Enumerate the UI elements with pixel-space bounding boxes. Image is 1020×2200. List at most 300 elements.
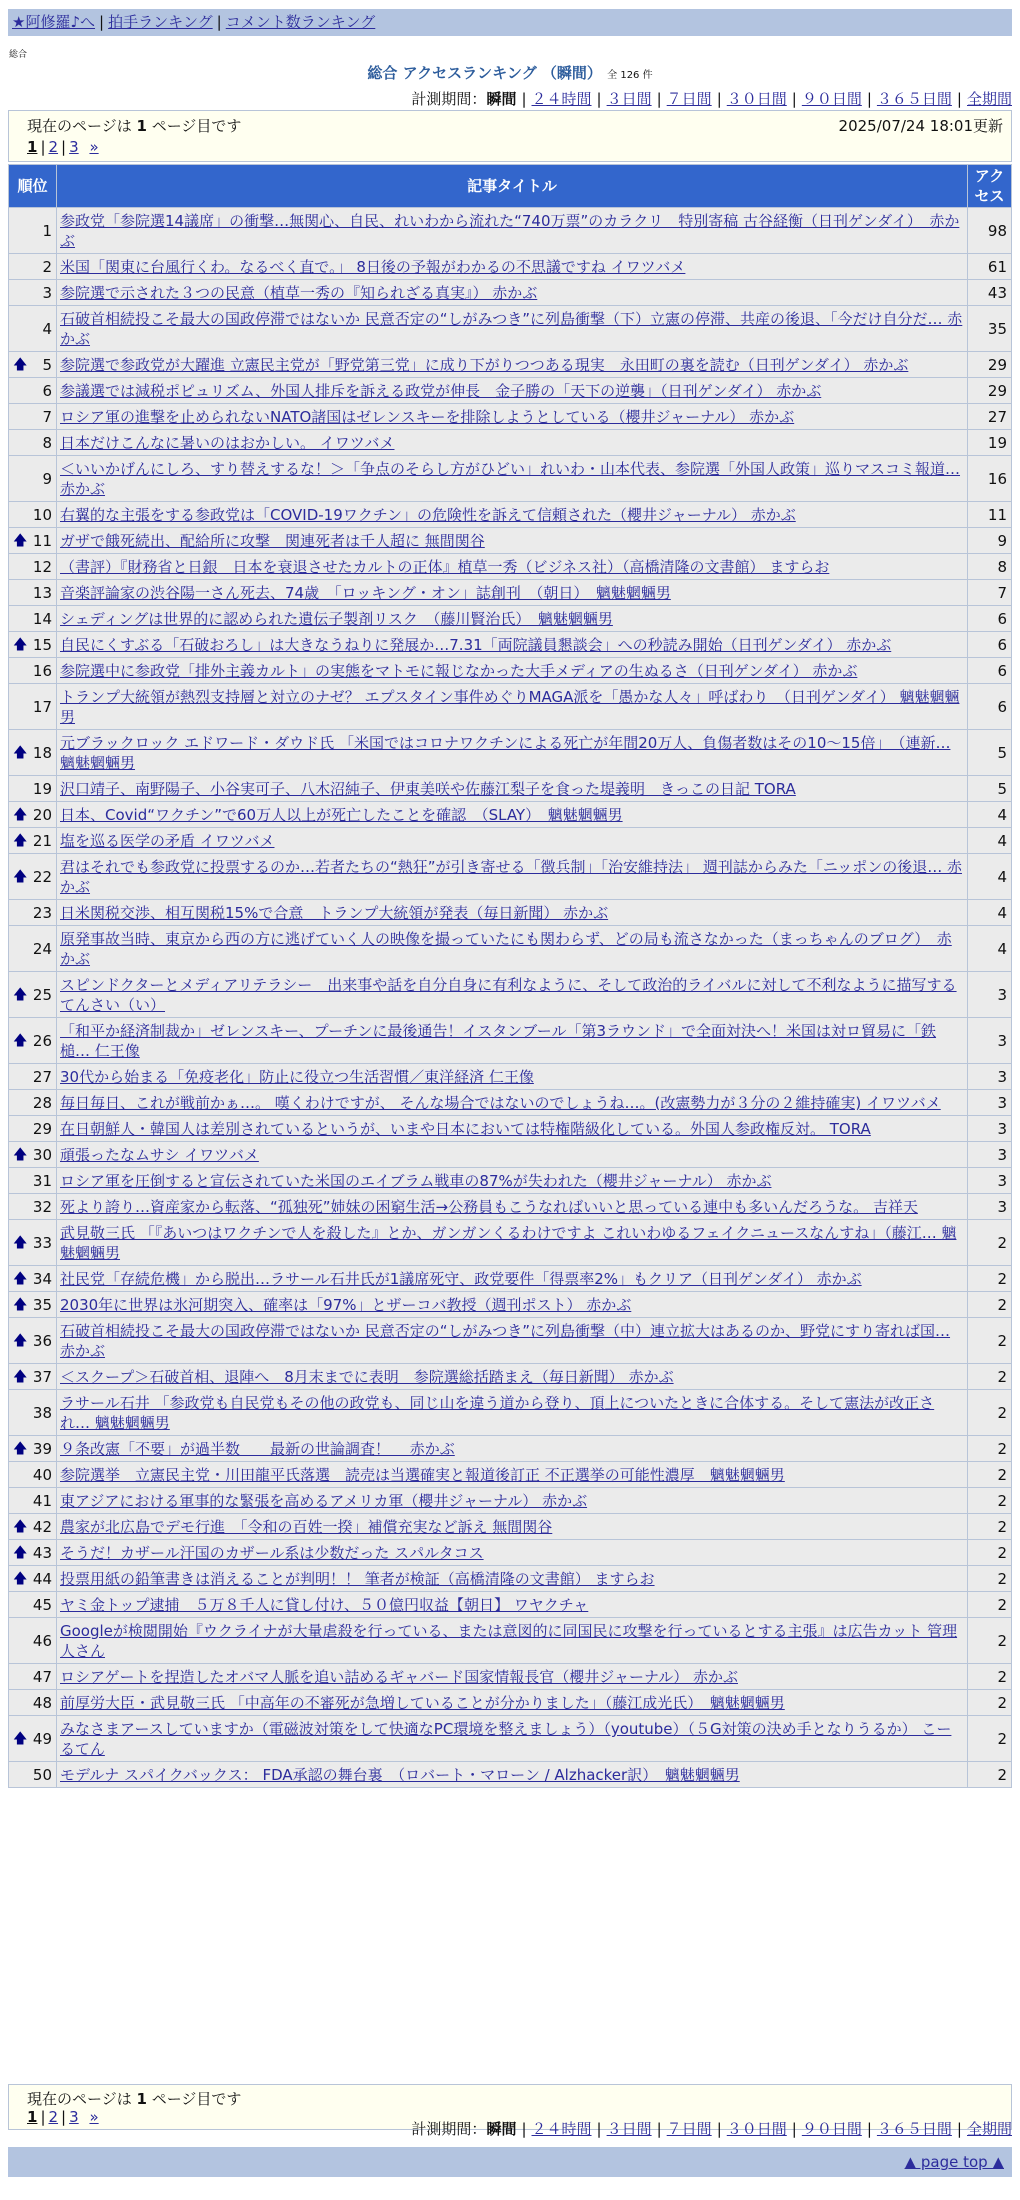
table-row [9, 1064, 1011, 1089]
rank-number: 36 [32, 1332, 52, 1350]
article-link[interactable]: 右翼的な主張をする参政党は「COVID-19ワクチン」の危険性を訴えて信頼された（櫻井ジャーナル） 赤かぶ [60, 506, 796, 524]
table-row [9, 502, 1011, 527]
title-cell [57, 776, 967, 801]
article-link[interactable]: 石破首相続投こそ最大の国政停滞ではないか 民意否定の“しがみつき”に列島衝撃（下）立憲の停滞、共産の後退、「今だけ自分だ… 赤かぶ [60, 310, 963, 348]
pager-link-3[interactable]: 3 [69, 138, 79, 156]
rank-cell [9, 378, 56, 403]
table-row [9, 1142, 1011, 1167]
article-link[interactable]: 音楽評論家の渋谷陽一さん死去、74歳 「ロッキング・オン」誌創刊 （朝日） 魑魅魍魎男 [60, 584, 671, 602]
article-link[interactable]: みなさまアースしていますか（電磁波対策をして快適なPC環境を整えましょう）（youtube）（５G対策の決め手となりうるか） こーるてん [60, 1720, 952, 1758]
table-row [9, 404, 1011, 429]
rank-cell [9, 658, 56, 683]
rank-number: 18 [32, 744, 52, 762]
title-cell [57, 1690, 967, 1715]
rank-cell [9, 502, 56, 527]
period-link-365d[interactable]: ３６５日間 [876, 90, 952, 108]
rank-number: 42 [32, 1518, 52, 1536]
pager-link-2[interactable]: 2 [48, 138, 59, 156]
period-link-all-bottom[interactable]: 全期間 [966, 2120, 1012, 2138]
access-count: 2 [968, 1390, 1011, 1435]
rank-number: 44 [32, 1570, 52, 1588]
rank-cell [9, 776, 56, 801]
table-row [9, 900, 1011, 925]
ranking-body [9, 208, 1011, 1787]
title-cell [57, 1716, 967, 1761]
rank-number: 33 [32, 1234, 52, 1252]
article-link[interactable]: 参院選で参政党が大躍進 立憲民主党が「野党第三党」に成り下がりつつある現実 永田町の裏を読む（日刊ゲンダイ） 赤かぶ [60, 356, 909, 374]
title-cell [57, 1762, 967, 1787]
article-link[interactable]: 「和平か経済制裁か」ゼレンスキー、プーチンに最後通告！イスタンブール「第3ラウンド」で全面対決へ！米国は対ロ貿易に「鉄槌… 仁王像 [60, 1022, 937, 1060]
rank-number: 39 [32, 1440, 52, 1458]
rank-number: 14 [32, 610, 52, 628]
rank-cell [9, 456, 56, 501]
article-link[interactable]: 東アジアにおける軍事的な緊張を高めるアメリカ軍（櫻井ジャーナル） 赤かぶ [60, 1492, 588, 1510]
title-cell [57, 254, 967, 279]
title-cell [57, 1566, 967, 1591]
page-title-wrap [0, 62, 1020, 83]
period-link-30d[interactable]: ３０日間 [726, 90, 787, 108]
rank-number: 22 [32, 868, 52, 886]
period-link-7d-bottom[interactable]: ７日間 [666, 2120, 712, 2138]
access-count: 61 [968, 254, 1011, 279]
title-cell [57, 1540, 967, 1565]
table-row [9, 306, 1011, 351]
title-cell [57, 1266, 967, 1291]
article-link[interactable]: 2030年に世界は氷河期突入、確率は「97%」とザーコバ教授（週刊ポスト） 赤かぶ [60, 1296, 632, 1314]
table-row [9, 1168, 1011, 1193]
table-row [9, 776, 1011, 801]
header-title: 記事タイトル [57, 165, 967, 207]
table-row [9, 802, 1011, 827]
rank-number: 29 [32, 1120, 52, 1138]
rank-cell [9, 684, 56, 729]
nav-link-asyura[interactable]: ★阿修羅♪へ [12, 13, 96, 31]
title-cell [57, 1592, 967, 1617]
title-cell [57, 280, 967, 305]
rank-number: 30 [32, 1146, 52, 1164]
rank-cell [9, 730, 56, 775]
period-link-3d[interactable]: ３日間 [606, 90, 652, 108]
article-link[interactable]: 参院選で示された３つの民意（植草一秀の『知られざる真実』） 赤かぶ [60, 284, 538, 302]
title-cell [57, 658, 967, 683]
rank-cell [9, 1488, 56, 1513]
rank-number: 9 [42, 470, 52, 488]
table-row [9, 606, 1011, 631]
rank-cell [9, 1194, 56, 1219]
rank-number: 11 [32, 532, 52, 550]
access-count: 4 [968, 900, 1011, 925]
up-arrow-icon: 🡅 [13, 869, 28, 885]
rank-cell [9, 632, 56, 657]
rank-number: 2 [42, 258, 52, 276]
access-count: 6 [968, 606, 1011, 631]
access-count: 29 [968, 378, 1011, 403]
rank-cell [9, 1292, 56, 1317]
title-cell [57, 502, 967, 527]
rank-number: 37 [32, 1368, 52, 1386]
pager-current-bottom: 1 [27, 2108, 38, 2126]
rank-cell [9, 1540, 56, 1565]
title-cell [57, 1514, 967, 1539]
article-link[interactable]: シェディングは世界的に認められた遺伝子製剤リスク （藤川賢治氏） 魑魅魍魎男 [60, 610, 613, 628]
rank-number: 45 [32, 1596, 52, 1614]
access-count: 3 [968, 1090, 1011, 1115]
article-link[interactable]: 君はそれでも参政党に投票するのか…若者たちの“熱狂”が引き寄せる「徴兵制」「治安維持法」 週刊誌からみた「ニッポンの後退… 赤かぶ [60, 858, 962, 896]
access-count: 3 [968, 1142, 1011, 1167]
period-current: 瞬間 [486, 90, 517, 108]
article-link[interactable]: ガザで餓死続出、配給所に攻撃 関連死者は千人超に 無間関谷 [60, 532, 485, 550]
title-cell [57, 1436, 967, 1461]
rank-cell [9, 580, 56, 605]
article-link[interactable]: ロシアゲートを捏造したオバマ人脈を追い詰めるギャバード国家情報長官（櫻井ジャーナル） 赤かぶ [60, 1668, 738, 1686]
access-count: 2 [968, 1266, 1011, 1291]
title-cell [57, 378, 967, 403]
title-cell [57, 580, 967, 605]
rank-cell [9, 926, 56, 971]
rank-cell [9, 1566, 56, 1591]
table-row [9, 1618, 1011, 1663]
article-link[interactable]: 日本、Covid“ワクチン”で60万人以上が死亡したことを確認 （SLAY） 魑魅魍魎男 [60, 806, 623, 824]
access-count: 9 [968, 528, 1011, 553]
article-link[interactable]: 農家が北広島でデモ行進 「令和の百姓一揆」補償充実など訴え 無間関谷 [60, 1518, 553, 1536]
rank-number: 4 [42, 320, 52, 338]
page-top-link[interactable]: ▲ page top ▲ [904, 2153, 1004, 2171]
title-cell [57, 554, 967, 579]
table-row [9, 1716, 1011, 1761]
pager-top: 1 | 2 | 3 » [27, 138, 99, 156]
period-link-24h[interactable]: ２４時間 [531, 90, 592, 108]
period-link-all[interactable]: 全期間 [966, 90, 1012, 108]
access-count: 16 [968, 456, 1011, 501]
article-link[interactable]: 日米関税交渉、相互関税15%で合意 トランプ大統領が発表（毎日新聞） 赤かぶ [60, 904, 609, 922]
rank-cell [9, 208, 56, 253]
article-link[interactable]: 死より誇り…資産家から転落、“孤独死”姉妹の困窮生活→公務員もこうなればいいと思っている連中も多いんだろうな。 吉祥天 [60, 1198, 918, 1216]
article-link[interactable]: 参政党「参院選14議席」の衝撃…無関心、自民、れいわから流れた“740万票”のカラクリ 特別寄稿 古谷経衡（日刊ゲンダイ） 赤かぶ [60, 212, 960, 250]
rank-number: 6 [42, 382, 52, 400]
table-row [9, 1592, 1011, 1617]
rank-number: 28 [32, 1094, 52, 1112]
title-cell [57, 1064, 967, 1089]
table-row [9, 554, 1011, 579]
title-cell [57, 1168, 967, 1193]
rank-cell [9, 1436, 56, 1461]
rank-number: 41 [32, 1492, 52, 1510]
title-cell [57, 1292, 967, 1317]
rank-cell [9, 1690, 56, 1715]
rank-number: 25 [32, 986, 52, 1004]
rank-number: 19 [32, 780, 52, 798]
total-count: 全 126 件 [607, 70, 653, 81]
rank-number: 15 [32, 636, 52, 654]
period-link-365d-bottom[interactable]: ３６５日間 [876, 2120, 952, 2138]
page-info-text-bottom: 現在のページは 1 ページ目です [27, 2090, 242, 2108]
title-cell [57, 430, 967, 455]
period-link-3d-bottom[interactable]: ３日間 [606, 2120, 652, 2138]
access-count: 2 [968, 1318, 1011, 1363]
pager-next[interactable]: » [89, 138, 99, 156]
rank-number: 32 [32, 1198, 52, 1216]
article-link[interactable]: モデルナ スパイクバックス： FDA承認の舞台裏 （ロバート・マローン / Alzhacker訳） 魑魅魍魎男 [60, 1766, 740, 1784]
table-row [9, 632, 1011, 657]
article-link[interactable]: ＜いいかげんにしろ、すり替えするな！＞「争点のそらし方がひどい」れいわ・山本代表、参院選「外国人政策」巡りマスコミ報道… 赤かぶ [60, 460, 961, 498]
rank-cell [9, 802, 56, 827]
access-count: 11 [968, 502, 1011, 527]
table-row [9, 1540, 1011, 1565]
table-row [9, 828, 1011, 853]
article-link[interactable]: 30代から始まる「免疫老化」防止に役立つ生活習慣／東洋経済 仁王像 [60, 1068, 534, 1086]
rank-cell [9, 1116, 56, 1141]
table-row [9, 1664, 1011, 1689]
rank-number: 38 [32, 1404, 52, 1422]
rank-number: 50 [32, 1766, 52, 1784]
period-link-30d-bottom[interactable]: ３０日間 [726, 2120, 787, 2138]
category-label: 総合 [9, 50, 28, 60]
access-count: 3 [968, 972, 1011, 1017]
title-cell [57, 1364, 967, 1389]
rank-cell [9, 528, 56, 553]
access-count: 3 [968, 1064, 1011, 1089]
article-link[interactable]: ロシア軍を圧倒すると宣伝されていた米国のエイブラム戦車の87%が失われた（櫻井ジャーナル） 赤かぶ [60, 1172, 772, 1190]
rank-cell [9, 1514, 56, 1539]
rank-cell [9, 404, 56, 429]
table-row [9, 378, 1011, 403]
table-row [9, 1762, 1011, 1787]
period-selector-top: 計測期間：瞬間 | ２４時間 | ３日間 | ７日間 | ３０日間 | ９０日間 | ３６５日間 | 全期間 [411, 90, 1012, 108]
up-arrow-icon: 🡅 [13, 533, 28, 549]
title-cell [57, 352, 967, 377]
rank-number: 27 [32, 1068, 52, 1086]
access-count: 4 [968, 854, 1011, 899]
article-link[interactable]: 武見敬三氏 「『あいつはワクチンで人を殺した』とか、ガンガンくるわけですよ これいわゆるフェイクニュースなんすね」（藤江… 魑魅魍魎男 [60, 1224, 957, 1262]
article-link[interactable]: ラサール石井 「参政党も自民党もその他の政党も、同じ山を違う道から登り、頂上についたときに合体する。そして憲法が改正され… 魑魅魍魎男 [60, 1394, 935, 1432]
article-link[interactable]: ヤミ金トップ逮捕 ５万８千人に貸し付け、５０億円収益【朝日】 ワヤクチャ [60, 1596, 589, 1614]
header-access: アクセス [968, 165, 1011, 207]
rank-cell [9, 1168, 56, 1193]
access-count: 6 [968, 684, 1011, 729]
rank-cell [9, 1090, 56, 1115]
article-link[interactable]: 塩を巡る医学の矛盾 イワツバメ [60, 832, 275, 850]
article-link[interactable]: ９条改憲「不要」が過半数 最新の世論調査！ 赤かぶ [60, 1440, 455, 1458]
period-label: 計測期間： [411, 90, 487, 108]
rank-number: 23 [32, 904, 52, 922]
access-count: 2 [968, 1690, 1011, 1715]
article-link[interactable]: 投票用紙の鉛筆書きは消えることが判明！！ 筆者が検証（高橋清隆の文書館） ますらお [60, 1570, 655, 1588]
access-count: 2 [968, 1716, 1011, 1761]
access-count: 2 [968, 1566, 1011, 1591]
table-row [9, 1488, 1011, 1513]
rank-number: 43 [32, 1544, 52, 1562]
period-link-90d[interactable]: ９０日間 [801, 90, 862, 108]
article-link[interactable]: 社民党「存続危機」から脱出…ラサール石井氏が1議席死守、政党要件「得票率2%」もクリア（日刊ゲンダイ） 赤かぶ [60, 1270, 862, 1288]
up-arrow-icon: 🡅 [13, 1333, 28, 1349]
pager-link-3-bottom[interactable]: 3 [69, 2108, 79, 2126]
access-count: 8 [968, 554, 1011, 579]
title-cell [57, 684, 967, 729]
rank-cell [9, 1592, 56, 1617]
access-count: 2 [968, 1592, 1011, 1617]
rank-number: 13 [32, 584, 52, 602]
title-cell [57, 456, 967, 501]
article-link[interactable]: そうだ！カザール汗国のカザール系は少数だった スパルタコス [60, 1544, 484, 1562]
rank-number: 26 [32, 1032, 52, 1050]
rank-cell [9, 1064, 56, 1089]
title-cell [57, 632, 967, 657]
access-count: 43 [968, 280, 1011, 305]
article-link[interactable]: （書評）『財務省と日銀 日本を衰退させたカルトの正体』植草一秀（ビジネス社）（高橋清隆の文書館） ますらお [60, 558, 830, 576]
title-cell [57, 972, 967, 1017]
rank-cell [9, 606, 56, 631]
table-row [9, 280, 1011, 305]
article-link[interactable]: スピンドクターとメディアリテラシー 出来事や話を自分自身に有利なように、そして政治的ライバルに対して不利なように描写する てんさい（い） [60, 976, 957, 1014]
article-link[interactable]: Googleが検閲開始『ウクライナが大量虐殺を行っている、または意図的に同国民に攻撃を行っているとする主張』は広告カット 管理人さん [60, 1622, 958, 1660]
rank-number: 47 [32, 1668, 52, 1686]
table-row [9, 352, 1011, 377]
article-link[interactable]: ＜スクープ＞石破首相、退陣へ 8月末までに表明 参院選総括踏まえ（毎日新聞） 赤かぶ [60, 1368, 674, 1386]
title-cell [57, 606, 967, 631]
period-link-90d-bottom[interactable]: ９０日間 [801, 2120, 862, 2138]
rank-cell [9, 352, 56, 377]
rank-number: 17 [32, 698, 52, 716]
title-cell [57, 1116, 967, 1141]
rank-number: 20 [32, 806, 52, 824]
rank-cell [9, 306, 56, 351]
rank-number: 49 [32, 1730, 52, 1748]
up-arrow-icon: 🡅 [13, 357, 28, 373]
access-count: 4 [968, 828, 1011, 853]
title-cell [57, 926, 967, 971]
article-link[interactable]: 石破首相続投こそ最大の国政停滞ではないか 民意否定の“しがみつき”に列島衝撃（中）連立拡大はあるのか、野党にすり寄れば国… 赤かぶ [60, 1322, 951, 1360]
article-link[interactable]: 元ブラックロック エドワード・ダウド氏 「米国ではコロナワクチンによる死亡が年間20万人、負傷者数はその10～15倍」 （連新… 魑魅魍魎男 [60, 734, 951, 772]
access-count: 3 [968, 1194, 1011, 1219]
nav-link-comment-ranking[interactable]: コメント数ランキング [225, 13, 376, 31]
rank-number: 24 [32, 940, 52, 958]
pager-next-bottom[interactable]: » [89, 2108, 99, 2126]
title-cell [57, 1618, 967, 1663]
up-arrow-icon: 🡅 [13, 987, 28, 1003]
rank-cell [9, 1266, 56, 1291]
period-link-24h-bottom[interactable]: ２４時間 [531, 2120, 592, 2138]
article-link[interactable]: 沢口靖子、南野陽子、小谷実可子、八木沼純子、伊東美咲や佐藤江梨子を食った堤義明 きっこの日記 TORA [60, 780, 796, 798]
table-row [9, 1514, 1011, 1539]
access-count: 2 [968, 1540, 1011, 1565]
up-arrow-icon: 🡅 [13, 1731, 28, 1747]
table-header-row [9, 165, 1011, 207]
article-link[interactable]: 日本だけこんなに暑いのはおかしい。 イワツバメ [60, 434, 395, 452]
nav-link-clap-ranking[interactable]: 拍手ランキング [108, 13, 213, 31]
access-count: 3 [968, 1018, 1011, 1063]
rank-number: 21 [32, 832, 52, 850]
table-row [9, 254, 1011, 279]
page-info-top [8, 110, 1012, 162]
pager-link-2-bottom[interactable]: 2 [48, 2108, 59, 2126]
access-count: 98 [968, 208, 1011, 253]
title-cell [57, 1018, 967, 1063]
article-link[interactable]: 自民にくすぶる「石破おろし」は大きなうねりに発展か…7.31「両院議員懇談会」への秒読み開始（日刊ゲンダイ） 赤かぶ [60, 636, 892, 654]
table-row [9, 1266, 1011, 1291]
article-link[interactable]: 参議選では減税ポピュリズム、外国人排斥を訴える政党が伸長 金子勝の「天下の逆襲」（日刊ゲンダイ） 赤かぶ [60, 382, 822, 400]
rank-number: 31 [32, 1172, 52, 1190]
access-count: 29 [968, 352, 1011, 377]
access-count: 2 [968, 1514, 1011, 1539]
table-row [9, 730, 1011, 775]
rank-number: 10 [32, 506, 52, 524]
access-count: 2 [968, 1462, 1011, 1487]
article-link[interactable]: 米国「関東に台風行くわ。なるべく直で。」 8日後の予報がわかるの不思議ですね イワツバメ [60, 258, 686, 276]
up-arrow-icon: 🡅 [13, 1441, 28, 1457]
article-link[interactable]: 頑張ったなムサシ イワツバメ [60, 1146, 259, 1164]
up-arrow-icon: 🡅 [13, 1545, 28, 1561]
article-link[interactable]: 前厚労大臣・武見敬三氏 「中高年の不審死が急増していることが分かりました」（藤江成光氏） 魑魅魍魎男 [60, 1694, 785, 1712]
rank-cell [9, 1018, 56, 1063]
access-count: 27 [968, 404, 1011, 429]
table-row [9, 1220, 1011, 1265]
table-row [9, 1194, 1011, 1219]
access-count: 2 [968, 1436, 1011, 1461]
up-arrow-icon: 🡅 [13, 1369, 28, 1385]
title-cell [57, 1664, 967, 1689]
title-cell [57, 1194, 967, 1219]
title-cell [57, 1488, 967, 1513]
period-link-7d[interactable]: ７日間 [666, 90, 712, 108]
table-row [9, 1566, 1011, 1591]
rank-cell [9, 828, 56, 853]
access-count: 2 [968, 1488, 1011, 1513]
table-row [9, 1292, 1011, 1317]
access-count: 2 [968, 1664, 1011, 1689]
up-arrow-icon: 🡅 [13, 1519, 28, 1535]
table-row [9, 208, 1011, 253]
access-count: 35 [968, 306, 1011, 351]
article-link[interactable]: 原発事故当時、東京から西の方に逃げていく人の映像を撮っていたにも関わらず、どの局も流さなかった（まっちゃんのブログ） 赤かぶ [60, 930, 952, 968]
article-link[interactable]: 参院選中に参政党「排外主義カルト」の実態をマトモに報じなかった大手メディアの生ぬるさ（日刊ゲンダイ） 赤かぶ [60, 662, 858, 680]
access-count: 2 [968, 1364, 1011, 1389]
table-row [9, 1690, 1011, 1715]
title-cell [57, 1142, 967, 1167]
rank-number: 35 [32, 1296, 52, 1314]
table-row [9, 430, 1011, 455]
article-link[interactable]: 毎日毎日、これが戦前かぁ…。 嘆くわけですが、 そんな場合ではないのでしょうね…。(改憲勢力が３分の２維持確実) イワツバメ [60, 1094, 941, 1112]
rank-number: 3 [42, 284, 52, 302]
title-cell [57, 900, 967, 925]
up-arrow-icon: 🡅 [13, 1297, 28, 1313]
table-row [9, 854, 1011, 899]
title-cell [57, 404, 967, 429]
rank-number: 46 [32, 1632, 52, 1650]
article-link[interactable]: 在日朝鮮人・韓国人は差別されているというが、いまや日本においては特権階級化している。外国人参政権反対。 TORA [60, 1120, 871, 1138]
access-count: 5 [968, 730, 1011, 775]
page-title: 総合 アクセスランキング （瞬間） [367, 64, 602, 82]
rank-cell [9, 1390, 56, 1435]
access-count: 4 [968, 926, 1011, 971]
rank-number: 8 [42, 434, 52, 452]
table-row [9, 580, 1011, 605]
rank-cell [9, 1462, 56, 1487]
rank-cell [9, 430, 56, 455]
title-cell [57, 1462, 967, 1487]
period-selector-bottom: 計測期間：瞬間 | ２４時間 | ３日間 | ７日間 | ３０日間 | ９０日間 | ３６５日間 | 全期間 [411, 2120, 1012, 2138]
article-link[interactable]: トランプ大統領が熱烈支持層と対立のナゼ？ エプスタイン事件めぐりMAGA派を「愚かな人々」呼ばわり （日刊ゲンダイ） 魑魅魍魎男 [60, 688, 960, 726]
rank-cell [9, 1618, 56, 1663]
rank-number: 5 [42, 356, 52, 374]
table-row [9, 972, 1011, 1017]
title-cell [57, 1220, 967, 1265]
rank-cell [9, 1364, 56, 1389]
title-cell [57, 208, 967, 253]
access-count: 2 [968, 1618, 1011, 1663]
article-link[interactable]: ロシア軍の進撃を止められないNATO諸国はゼレンスキーを排除しようとしている（櫻井ジャーナル） 赤かぶ [60, 408, 795, 426]
article-link[interactable]: 参院選挙 立憲民主党・川田龍平氏落選 読売は当選確実と報道後訂正 不正選挙の可能性濃厚 魑魅魍魎男 [60, 1466, 785, 1484]
rank-cell [9, 1664, 56, 1689]
